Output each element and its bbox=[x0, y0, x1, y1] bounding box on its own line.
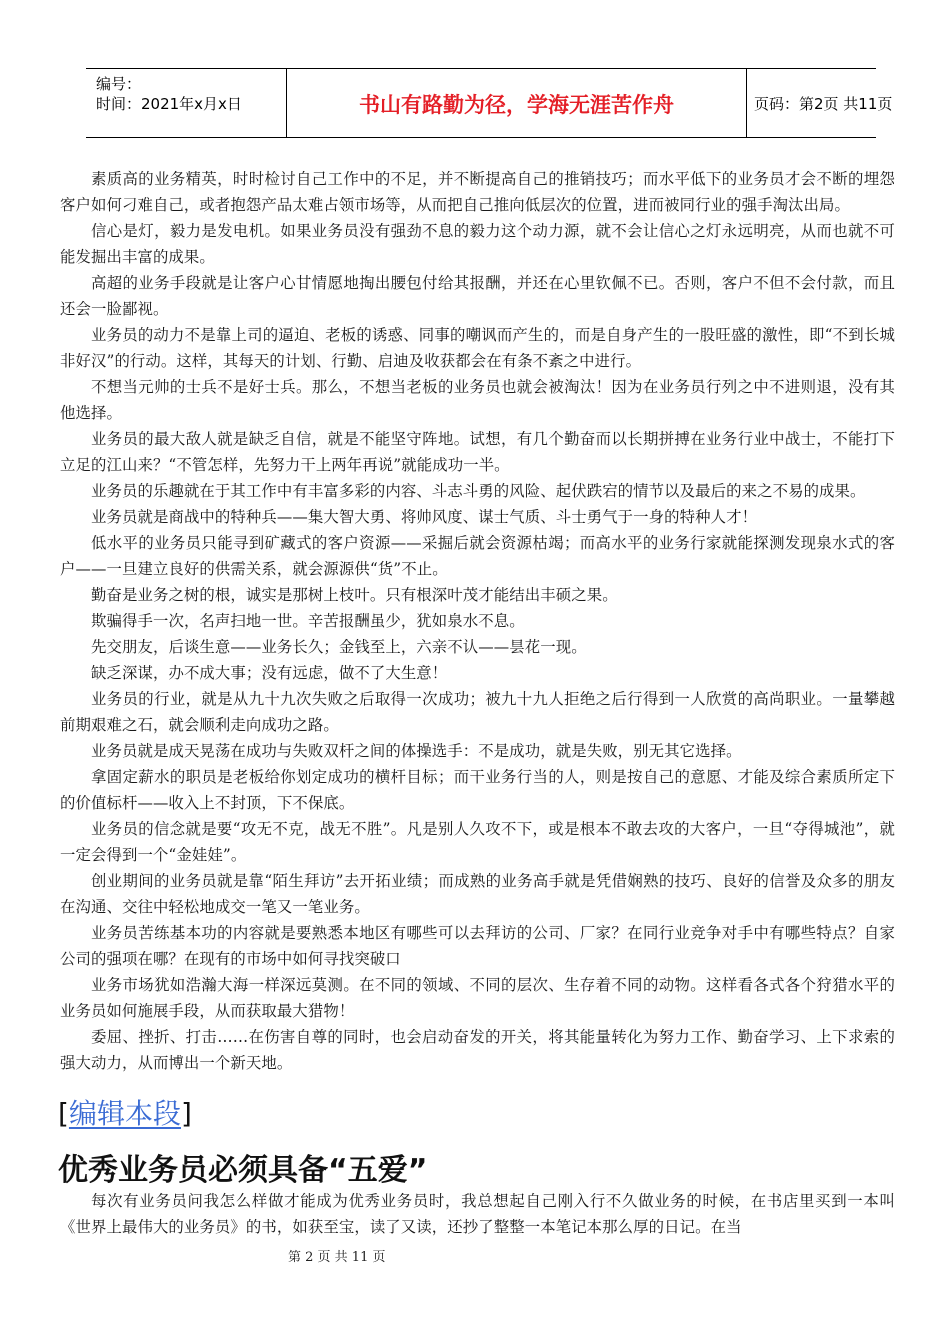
section-body bbox=[60, 1188, 895, 1240]
body-paragraph: 业务员的信念就是要“攻无不克，战无不胜”。凡是别人久攻不下，或是根本不敢去攻的大客户，一旦“夺得城池”，就一定会得到一个“金娃娃”。 bbox=[60, 820, 895, 864]
body-paragraph: 勤奋是业务之树的根，诚实是那树上枝叶。只有根深叶茂才能结出丰硕之果。 bbox=[91, 586, 618, 604]
body-paragraph: 创业期间的业务员就是靠“陌生拜访”去开拓业绩；而成熟的业务高手就是凭借娴熟的技巧、良好的信誉及众多的朋友在沟通、交往中轻松地成交一笔又一笔业务。 bbox=[60, 872, 895, 916]
header-number-label: 编号： bbox=[96, 75, 142, 93]
document-header bbox=[86, 68, 893, 138]
body-paragraph: 业务员就是商战中的特种兵——集大智大勇、将帅风度、谋士气质、斗士勇气于一身的特种人才！ bbox=[91, 508, 758, 526]
open-bracket: [ bbox=[58, 1097, 69, 1130]
header-page-info: 页码：第2页 共11页 bbox=[754, 95, 893, 113]
body-paragraph: 业务市场犹如浩瀚大海一样深远莫测。在不同的领域、不同的层次、生存着不同的动物。这样看各式各个狩猎水平的业务员如何施展手段，从而获取最大猎物！ bbox=[60, 976, 895, 1020]
edit-section-link[interactable]: 编辑本段 bbox=[68, 1097, 181, 1130]
page-footer: 第 2 页 共 11 页 bbox=[288, 1250, 386, 1265]
body-paragraph: 不想当元帅的士兵不是好士兵。那么，不想当老板的业务员也就会被淘汰！因为在业务员行列之中不进则退，没有其他选择。 bbox=[60, 378, 895, 422]
header-motto-cell bbox=[286, 69, 747, 137]
body-paragraph: 业务员的行业，就是从九十九次失败之后取得一次成功；被九十九人拒绝之后行得到一人欣赏的高尚职业。一量攀越前期艰难之石，就会顺利走向成功之路。 bbox=[60, 690, 895, 734]
body-paragraph: 业务员的最大敌人就是缺乏自信，就是不能坚守阵地。试想，有几个勤奋而以长期拼搏在业务行业中战士，不能打下立足的江山来？“不管怎样，先努力干上两年再说”就能成功一半。 bbox=[60, 430, 895, 474]
body-paragraph: 业务员的动力不是靠上司的逼迫、老板的诱惑、同事的嘲讽而产生的，而是自身产生的一股旺盛的激性，即“不到长城非好汉”的行动。这样，其每天的计划、行勤、启迪及收获都会在有条不紊之中进行。 bbox=[60, 326, 895, 370]
body-paragraph: 高超的业务手段就是让客户心甘情愿地掏出腰包付给其报酬，并还在心里钦佩不已。否则，客户不但不会付款，而且还会一脸鄙视。 bbox=[60, 274, 895, 318]
header-page-cell bbox=[746, 69, 893, 137]
section-heading: 优秀业务员必须具备“五爱” bbox=[58, 1153, 428, 1188]
body-paragraph: 业务员苦练基本功的内容就是要熟悉本地区有哪些可以去拜访的公司、厂家？在同行业竞争对手中有哪些特点？自家公司的强项在哪？在现有的市场中如何寻找突破口 bbox=[60, 924, 895, 968]
header-time-label: 时间：2021年x月x日 bbox=[96, 95, 242, 113]
header-motto: 书山有路勤为径，学海无涯苦作舟 bbox=[359, 93, 674, 117]
body-paragraph: 缺乏深谋，办不成大事；没有远虑，做不了大生意！ bbox=[91, 664, 448, 682]
header-meta-cell bbox=[86, 69, 286, 137]
body-paragraph: 业务员的乐趣就在于其工作中有丰富多彩的内容、斗志斗勇的风险、起伏跌宕的情节以及最后的来之不易的成果。 bbox=[91, 482, 866, 500]
body-paragraph: 拿固定薪水的职员是老板给你划定成功的横杆目标；而干业务行当的人，则是按自己的意愿、才能及综合素质所定下的价值标杆——收入上不封顶，下不保底。 bbox=[60, 768, 895, 812]
close-bracket: ] bbox=[180, 1097, 192, 1130]
body-paragraph: 低水平的业务员只能寻到矿藏式的客户资源——采掘后就会资源枯竭；而高水平的业务行家就能探测发现泉水式的客户——一旦建立良好的供需关系，就会源源供“货”不止。 bbox=[60, 534, 895, 578]
body-text bbox=[60, 166, 895, 1076]
body-paragraph: 业务员就是成天晃荡在成功与失败双杆之间的体操选手：不是成功，就是失败，别无其它选择。 bbox=[91, 742, 742, 760]
body-paragraph: 欺骗得手一次，名声扫地一世。辛苦报酬虽少，犹如泉水不息。 bbox=[91, 612, 525, 630]
body-paragraph: 素质高的业务精英，时时检讨自己工作中的不足，并不断提高自己的推销技巧；而水平低下的业务员才会不断的埋怨客户如何刁难自己，或者抱怨产品太难占领市场等，从而把自己推向低层次的位置，进而被同行业的强手淘汰出局。 bbox=[60, 170, 895, 214]
edit-section-link-wrap bbox=[58, 1092, 192, 1132]
section-paragraph: 每次有业务员问我怎么样做才能成为优秀业务员时，我总想起自己刚入行不久做业务的时候，在书店里买到一本叫《世界上最伟大的业务员》的书，如获至宝，读了又读，还抄了整整一本笔记本那么厚的日记。在当 bbox=[60, 1192, 895, 1236]
body-paragraph: 先交朋友，后谈生意——业务长久；金钱至上，六亲不认——昙花一现。 bbox=[91, 638, 587, 656]
body-paragraph: 信心是灯，毅力是发电机。如果业务员没有强劲不息的毅力这个动力源，就不会让信心之灯永远明亮，从而也就不可能发掘出丰富的成果。 bbox=[60, 222, 895, 266]
body-paragraph: 委屈、挫折、打击……在伤害自尊的同时，也会启动奋发的开关，将其能量转化为努力工作、勤奋学习、上下求索的强大动力，从而博出一个新天地。 bbox=[60, 1028, 895, 1072]
